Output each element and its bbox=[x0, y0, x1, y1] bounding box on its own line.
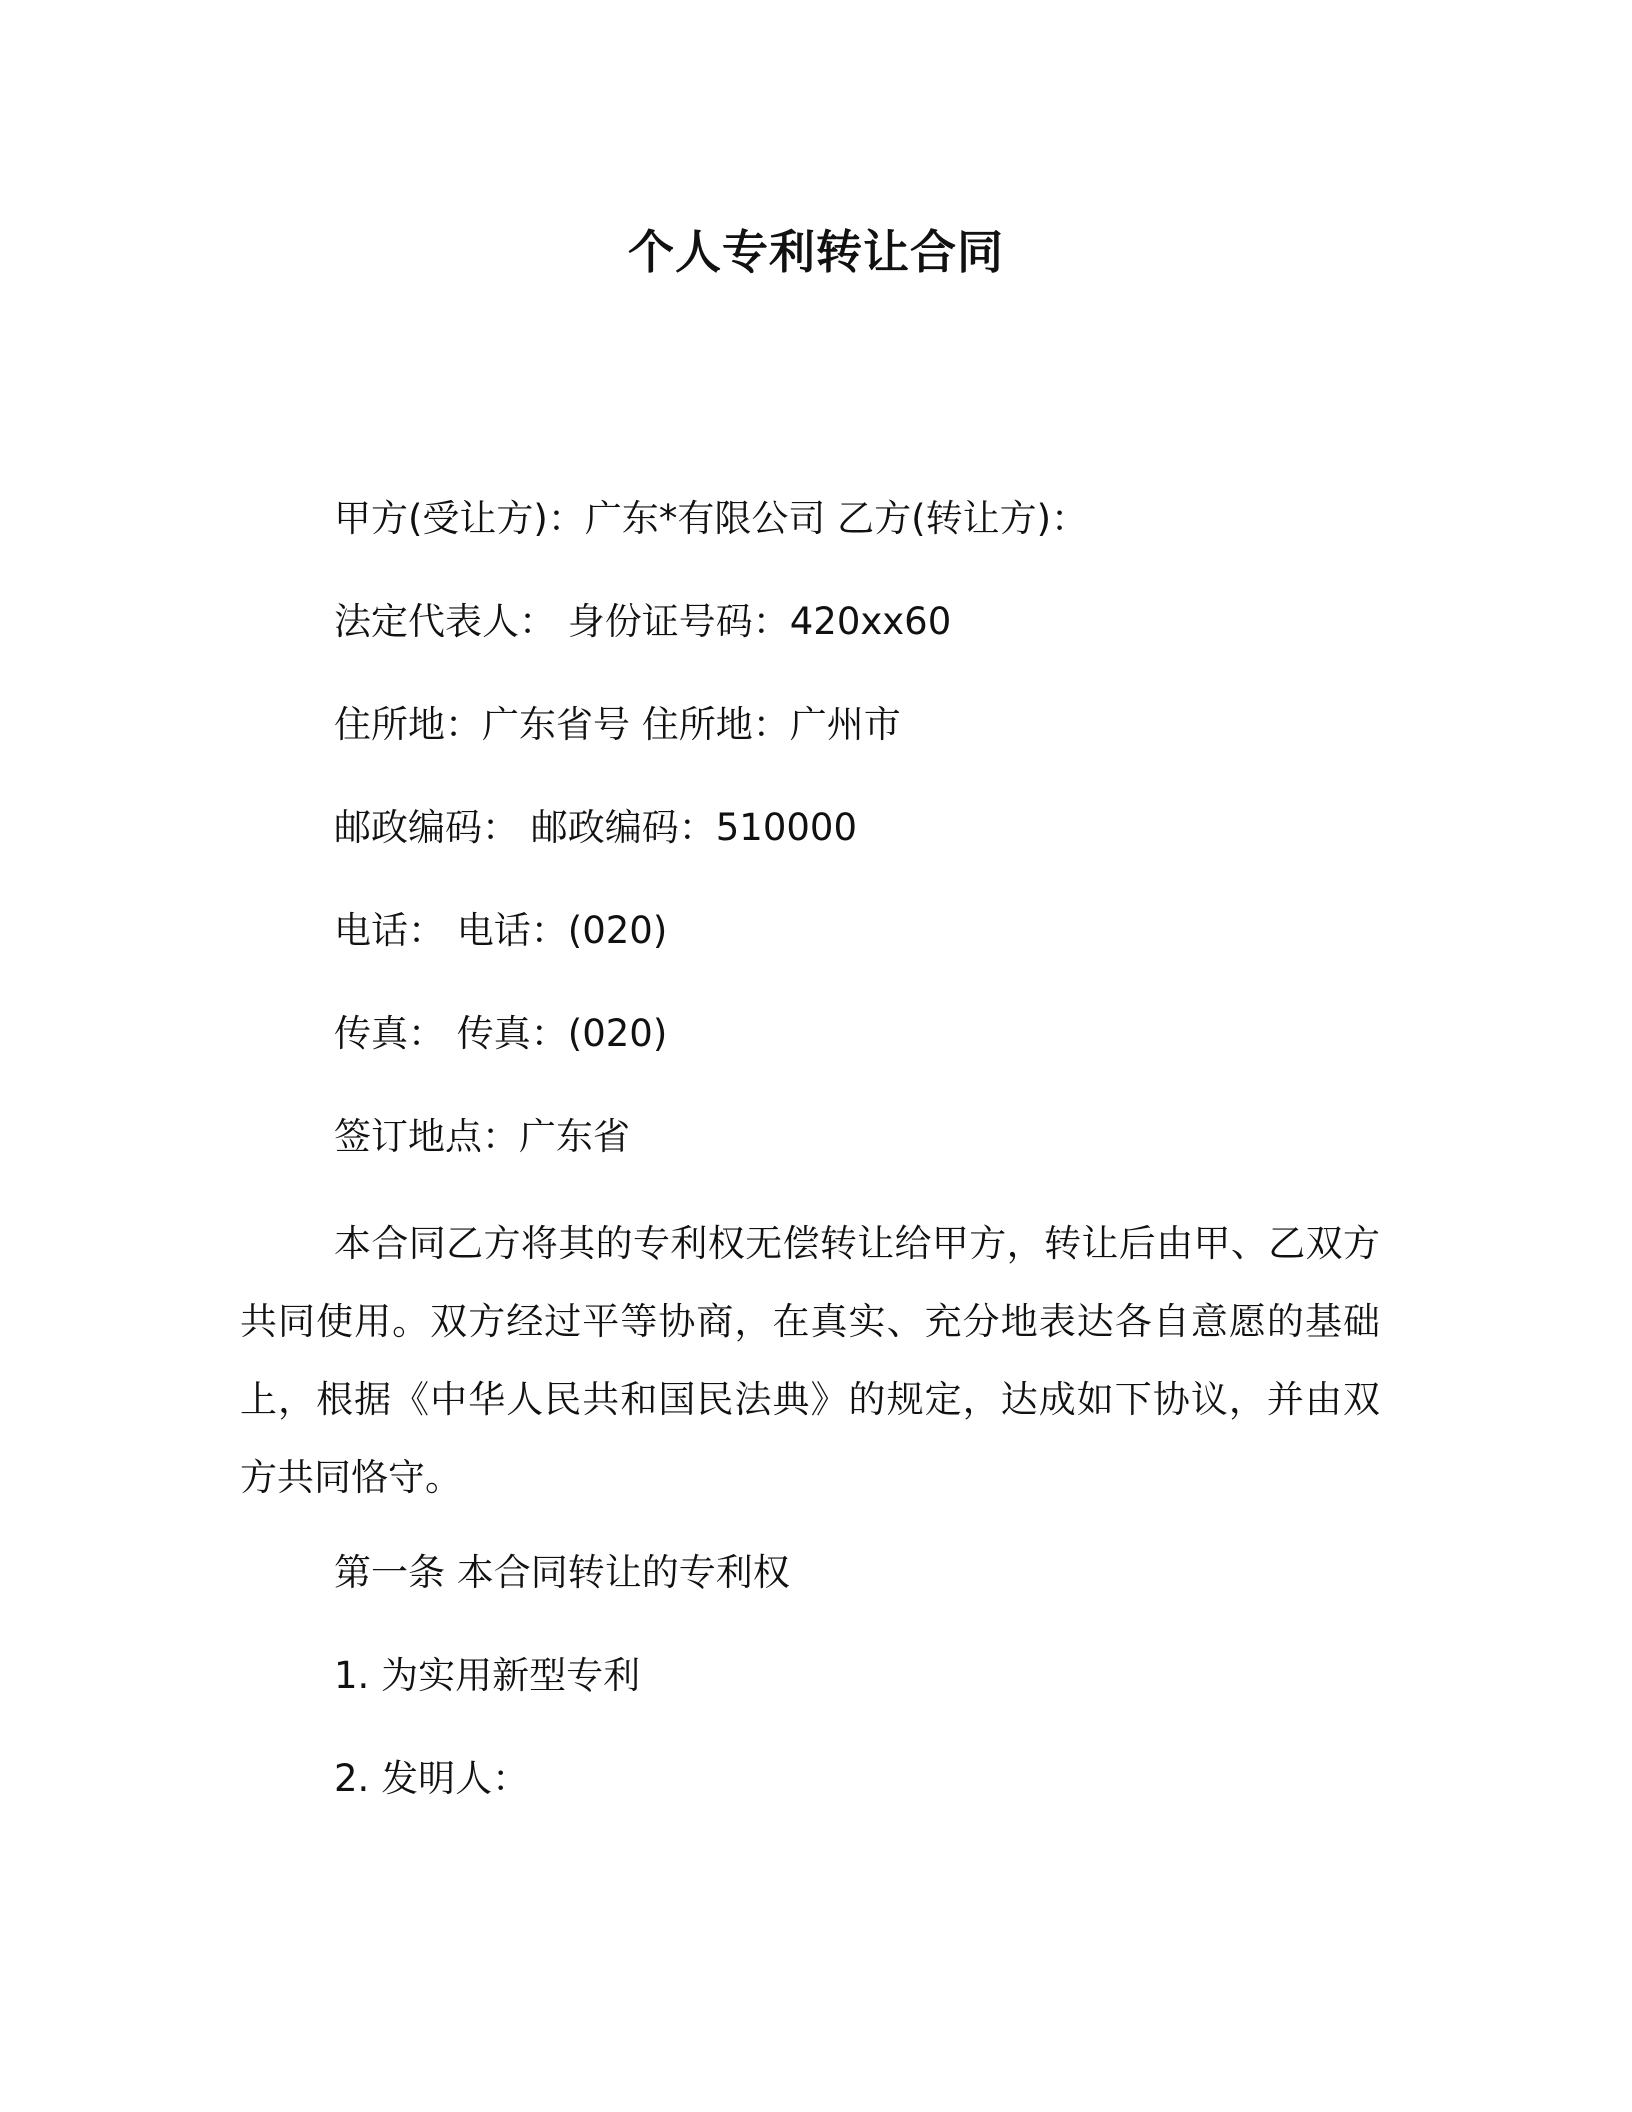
document-title: 个人专利转让合同 bbox=[628, 225, 1004, 279]
article-1-heading: 第一条 本合同转让的专利权 bbox=[334, 1551, 790, 1594]
article-1-item-1: 1. 为实用新型专利 bbox=[334, 1654, 641, 1697]
representative-line: 法定代表人： 身份证号码：420xx60 bbox=[334, 600, 952, 643]
phone-line: 电话： 电话：(020) bbox=[334, 909, 668, 952]
postcode-line: 邮政编码： 邮政编码：510000 bbox=[334, 806, 858, 849]
fax-line: 传真： 传真：(020) bbox=[334, 1012, 668, 1055]
signing-place-line: 签订地点：广东省 bbox=[334, 1115, 630, 1158]
intro-paragraph: 本合同乙方将其的专利权无偿转让给甲方，转让后由甲、乙双方共同使用。双方经过平等协商，在真实、充分地表达各自意愿的基础上，根据《中华人民共和国民法典》的规定，达成如下协议，并由双方共同恪守。 bbox=[240, 1222, 1380, 1499]
article-1-item-2: 2. 发明人： bbox=[334, 1757, 530, 1800]
party-line: 甲方(受让方)：广东*有限公司 乙方(转让方)： bbox=[334, 497, 1089, 540]
address-line: 住所地：广东省号 住所地：广州市 bbox=[334, 703, 901, 746]
